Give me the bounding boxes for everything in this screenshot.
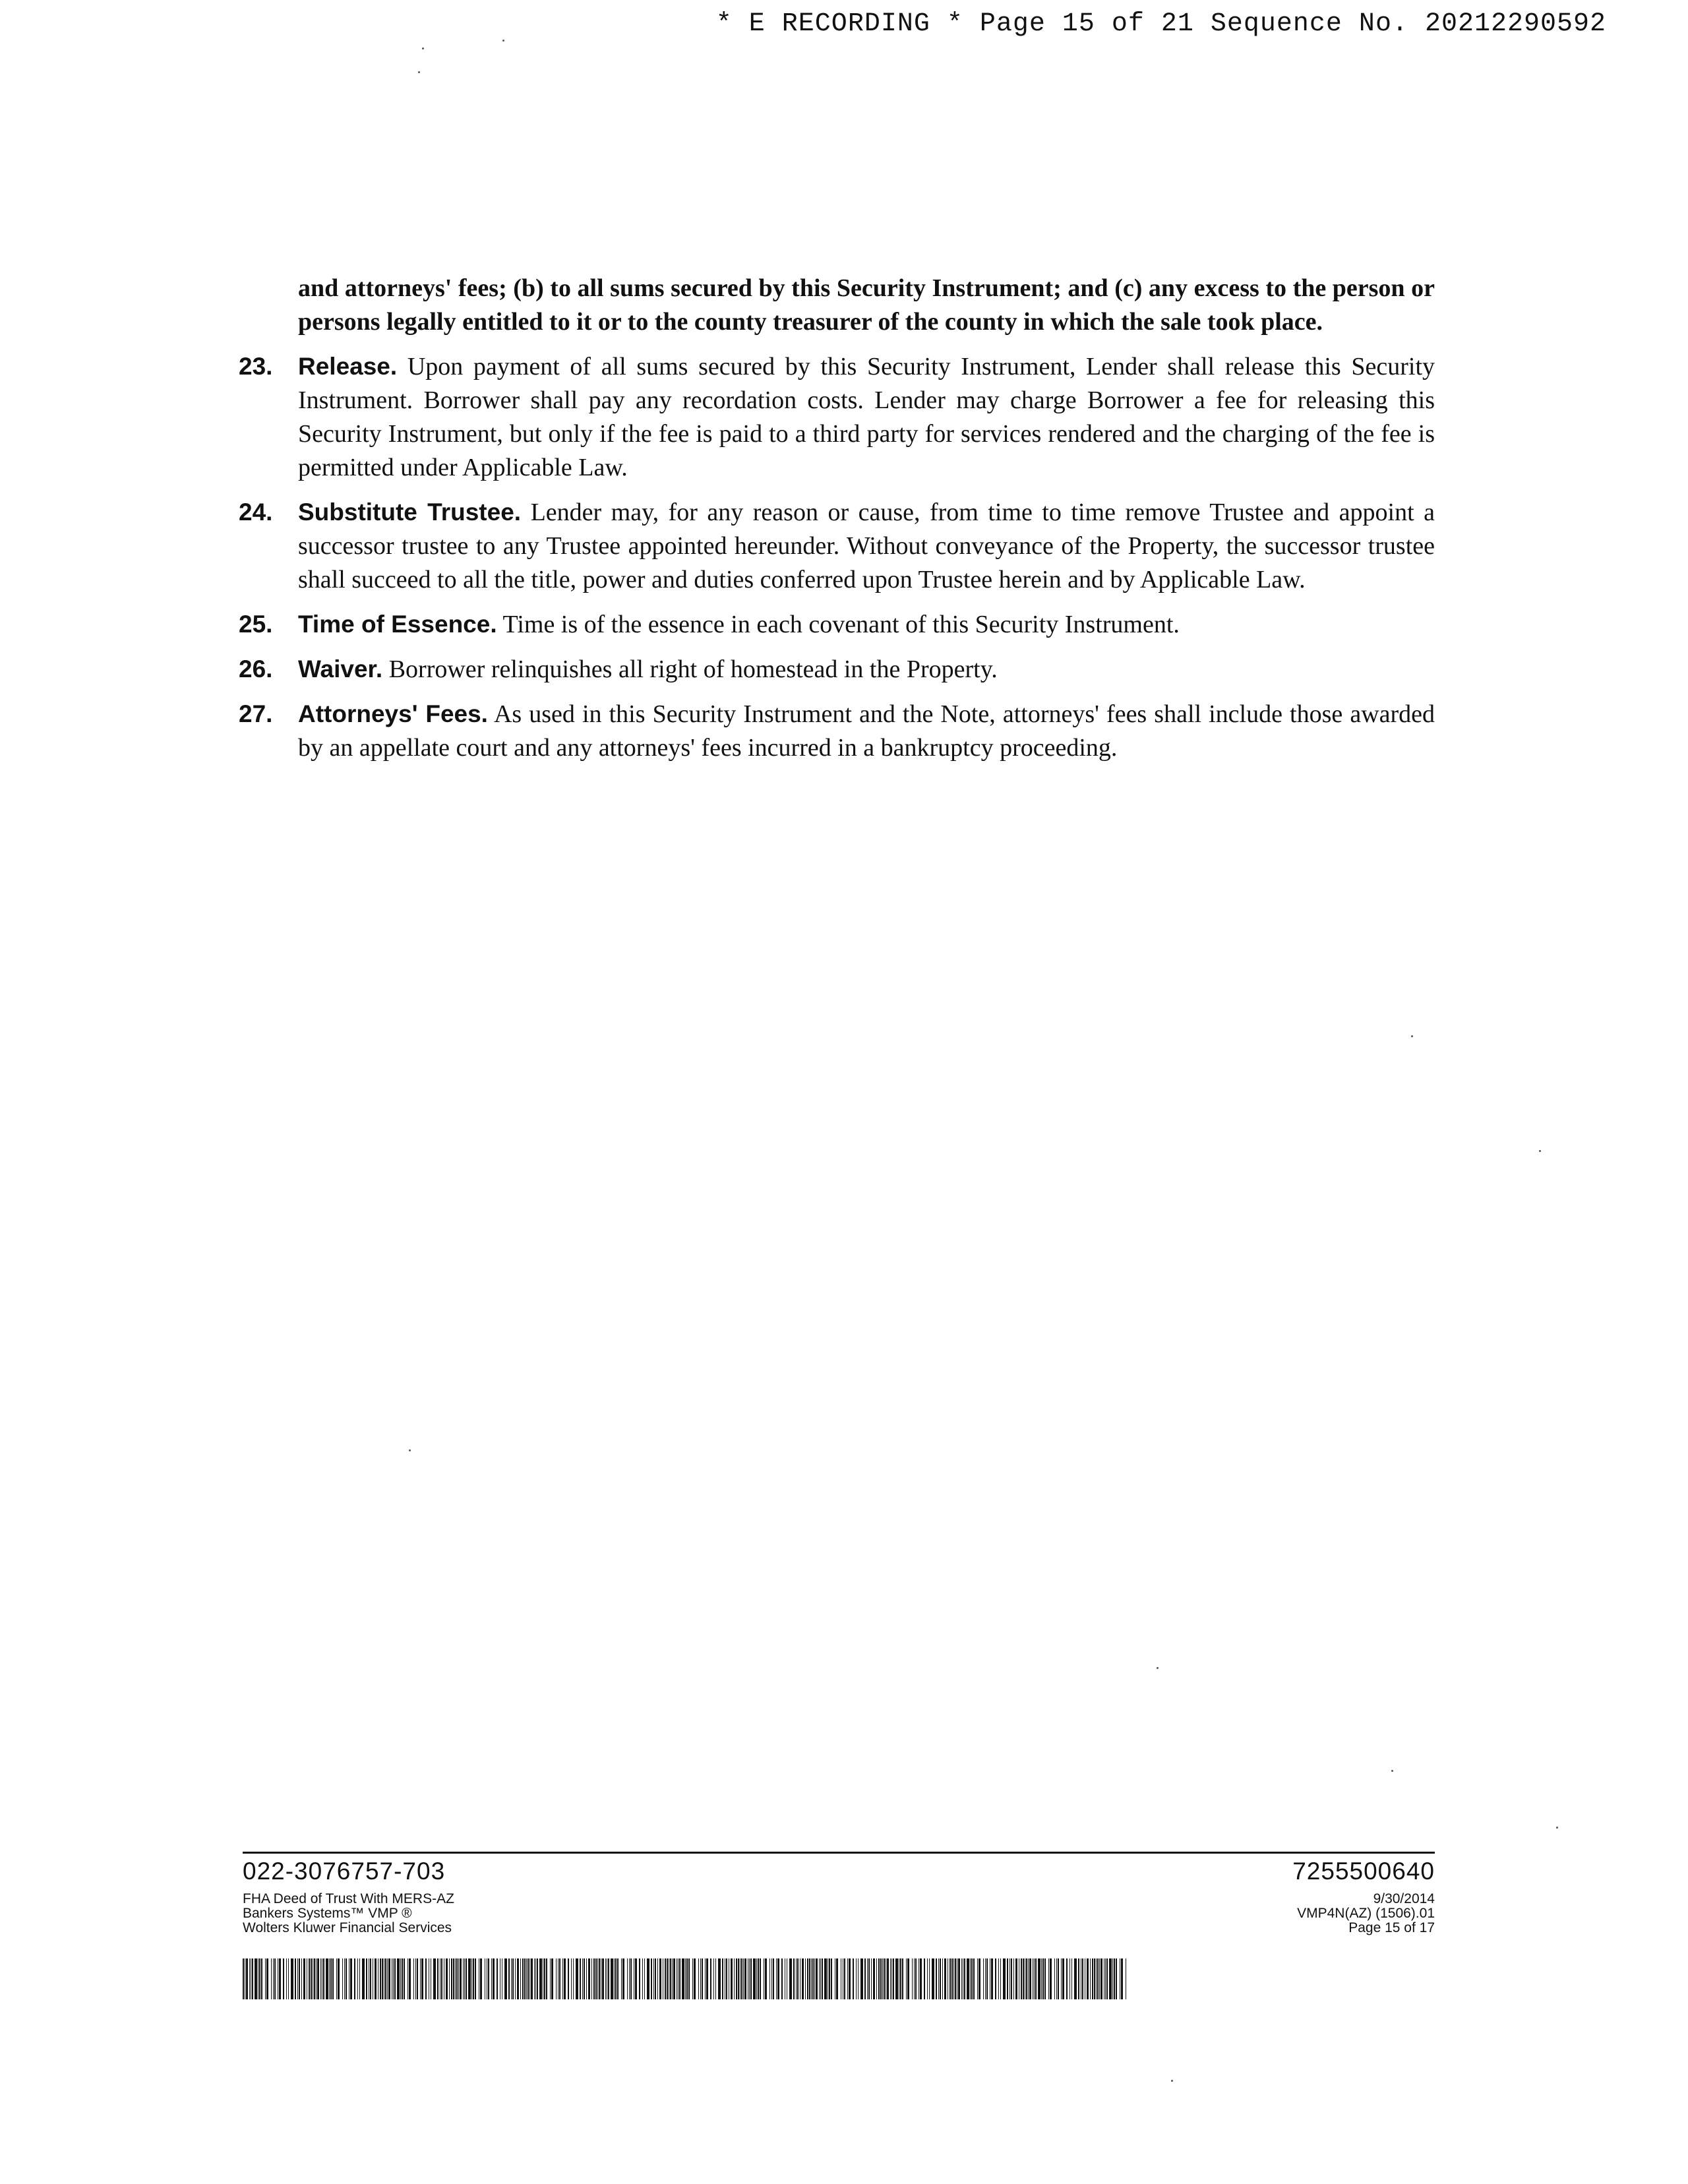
section-text: As used in this Security Instrument and the Note, attorneys' fees shall include those awarded by an appellate court and any attorneys' fees incurred in a bankruptcy proceeding. — [298, 700, 1435, 762]
document-footer — [243, 1852, 1435, 1935]
section-text: Lender may, for any reason or cause, from time to time remove Trustee and appoint a successor trustee to any Trustee appointed hereunder. Without conveyance of the Property, the successor trustee shall succeed to all the title, power and duties conferred upon Trustee herein and by Applicable Law. — [298, 499, 1435, 593]
form-meta — [1297, 1892, 1435, 1935]
form-code: VMP4N(AZ) (1506).01 — [1297, 1906, 1435, 1921]
section-heading: Release. — [298, 353, 398, 380]
form-info — [243, 1892, 454, 1935]
section-number: 25. — [239, 611, 273, 638]
section-time-of-essence — [239, 607, 1435, 642]
scan-speck — [502, 40, 504, 42]
scan-speck — [409, 1449, 411, 1451]
section-number: 27. — [239, 700, 273, 727]
continued-paragraph: and attorneys' fees; (b) to all sums secured by this Security Instrument; and (c) any excess to the person or persons legally entitled to it or to the county treasurer of the county in which the sale took place. — [298, 274, 1435, 336]
company-name: Wolters Kluwer Financial Services — [243, 1920, 452, 1935]
section-heading: Time of Essence. — [298, 611, 497, 638]
scan-speck — [422, 47, 424, 49]
footer-rule — [243, 1852, 1435, 1854]
form-date: 9/30/2014 — [1373, 1891, 1435, 1906]
section-text: Upon payment of all sums secured by this Security Instrument, Lender shall release this Security Instrument. Borrower shall pay any recordation costs. Lender may charge Borrower a fee for releasing this Security Instrument, but only if the fee is paid to a third party for services rendered and the charging of the fee is permitted under Applicable Law. — [298, 353, 1435, 481]
section-heading: Waiver. — [298, 655, 383, 682]
form-name: FHA Deed of Trust With MERS-AZ — [243, 1891, 454, 1906]
loan-number: 022-3076757-703 — [243, 1858, 446, 1885]
section-attorneys-fees — [239, 697, 1435, 765]
scan-speck — [1157, 1667, 1159, 1669]
reference-number: 7255500640 — [1292, 1858, 1435, 1885]
scan-speck — [418, 71, 420, 73]
scan-speck — [1539, 1150, 1541, 1152]
section-waiver — [239, 652, 1435, 686]
section-number: 24. — [239, 499, 273, 526]
barcode — [243, 1958, 1134, 1999]
section-number: 23. — [239, 353, 273, 380]
section-text: Time is of the essence in each covenant of this Security Instrument. — [502, 611, 1180, 638]
scan-speck — [1171, 2080, 1173, 2082]
form-page: Page 15 of 17 — [1348, 1920, 1435, 1935]
document-body — [239, 272, 1435, 775]
vendor-name: Bankers Systems™ VMP ® — [243, 1906, 412, 1921]
section-heading: Substitute Trustee. — [298, 499, 522, 526]
section-text: Borrower relinquishes all right of homestead in the Property. — [388, 655, 998, 683]
scan-speck — [1411, 1035, 1413, 1037]
section-substitute-trustee — [239, 495, 1435, 597]
section-release — [239, 349, 1435, 485]
scan-speck — [1556, 1827, 1558, 1829]
section-number: 26. — [239, 655, 273, 682]
section-heading: Attorneys' Fees. — [298, 700, 488, 727]
scan-speck — [1391, 1770, 1393, 1772]
recording-header: * E RECORDING * Page 15 of 21 Sequence No. 20212290592 — [715, 9, 1606, 39]
